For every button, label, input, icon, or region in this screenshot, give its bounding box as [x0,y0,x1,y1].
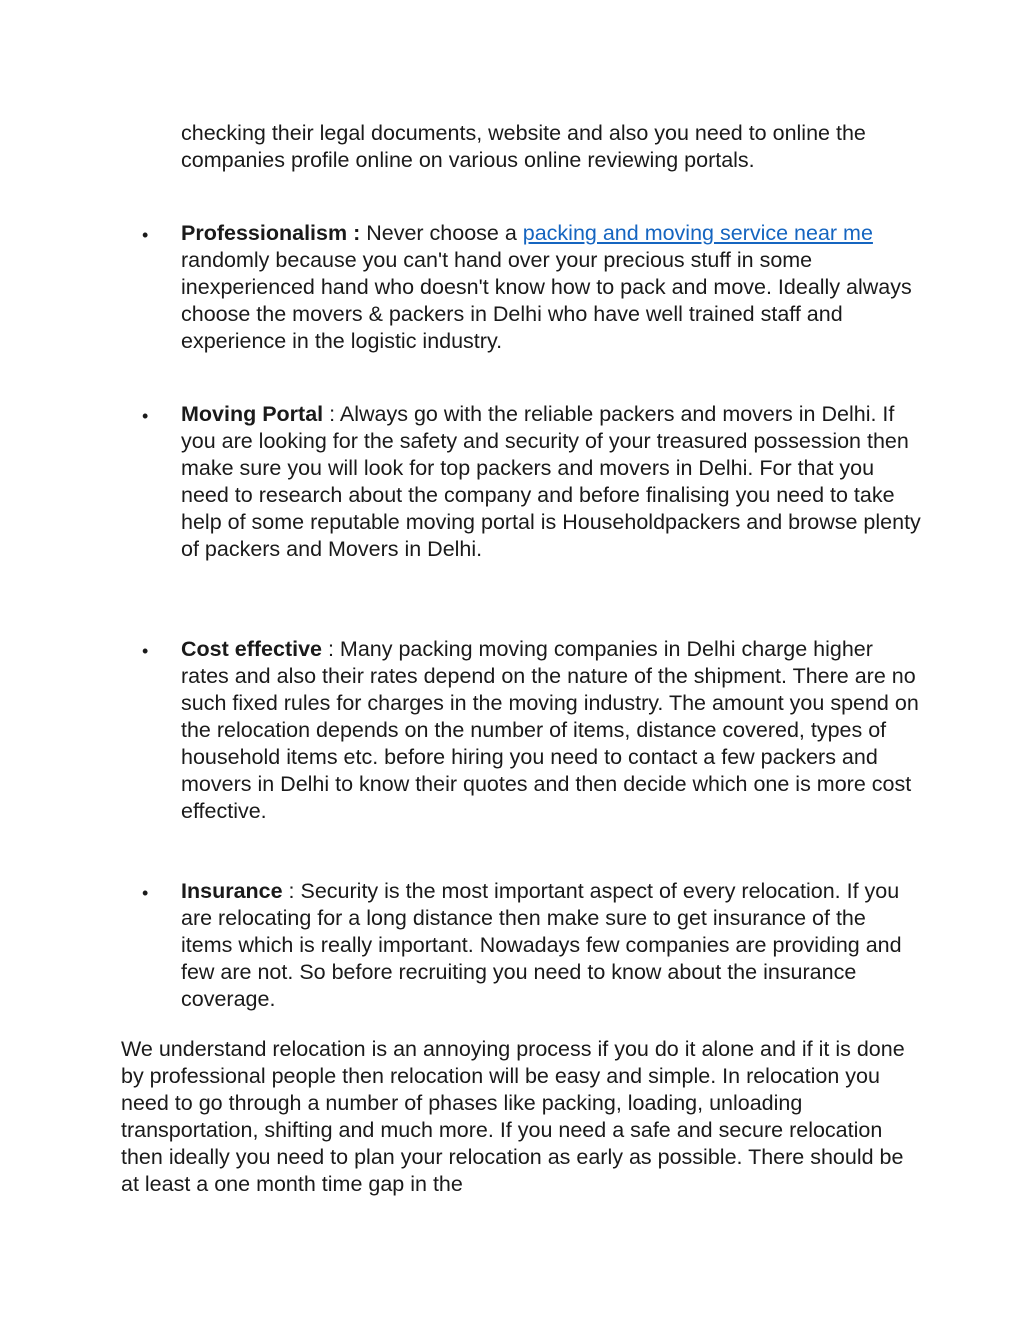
list-item-cost-effective [181,636,921,825]
list-item-professionalism [181,220,921,355]
item-term: Insurance [181,879,283,903]
item-term: Cost effective [181,637,322,661]
item-text: : Many packing moving companies in Delhi charge higher rates and also their rates depend on the nature of the shipment. There are no such fixed rules for charges in the moving industry. The amount you spend on the relocation depends on the number of items, distance covered, types of household items etc. before hiring you need to contact a few packers and movers in Delhi to know their quotes and then decide which one is more cost effective. [181,637,919,823]
continuation-paragraph: checking their legal documents, website and also you need to online the companies profile online on various online reviewing portals. [181,121,866,172]
item-text: Never choose a [360,221,523,245]
bullet-icon: • [142,406,149,426]
bullet-icon: • [142,641,149,661]
list-item-moving-portal [181,401,921,563]
item-text: : Security is the most important aspect of every relocation. If you are relocating for a long distance then make sure to get insurance of the items which is really important. Nowadays few companies are providing and few are not. So before recruiting you need to know about the insurance coverage. [181,879,902,1011]
item-text: : Always go with the reliable packers and movers in Delhi. If you are looking for the safety and security of your treasured possession then make sure you will look for top packers and movers in Delhi. For that you need to research about the company and before finalising you need to take help of some reputable moving portal is Householdpackers and browse plenty of packers and Movers in Delhi. [181,402,921,561]
bullet-icon: • [142,225,149,245]
packing-moving-service-link[interactable]: packing and moving service near me [522,221,873,245]
bullet-icon: • [142,883,149,903]
item-term: Professionalism : [181,221,361,245]
list-item-insurance [181,878,921,1013]
item-term: Moving Portal [181,402,324,426]
item-text: randomly because you can't hand over your precious stuff in some inexperienced hand who doesn't know how to pack and move. Ideally always choose the movers & packers in Delhi who have well trained staff and experience in the logistic industry. [181,248,912,353]
closing-paragraph: We understand relocation is an annoying process if you do it alone and if it is done by professional people then relocation will be easy and simple. In relocation you need to go through a number of phases like packing, loading, unloading transportation, shifting and much more. If you need a safe and secure relocation then ideally you need to plan your relocation as early as possible. There should be at least a one month time gap in the [121,1037,905,1196]
